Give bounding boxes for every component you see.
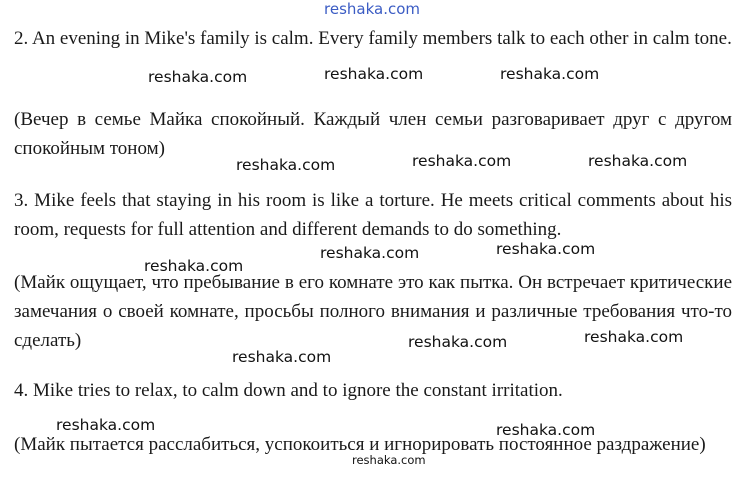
watermark: reshaka.com xyxy=(232,348,332,366)
watermark: reshaka.com xyxy=(496,421,596,439)
watermark: reshaka.com xyxy=(148,68,248,86)
watermark: reshaka.com xyxy=(144,257,244,275)
item-4-russian: (Майк пытается расслабиться, успокоиться и игнорировать постоянное раздражение) xyxy=(14,434,706,455)
watermark: reshaka.com xyxy=(352,453,426,467)
item-2-english: 2. An evening in Mike's family is calm. Every family members talk to each other in calm tone. xyxy=(14,28,732,49)
item-2-russian: (Вечер в семье Майка спокойный. Каждый член семьи разговаривает друг с другом спокойным тоном) xyxy=(14,109,732,159)
watermark: reshaka.com xyxy=(500,65,600,83)
watermark: reshaka.com xyxy=(320,244,420,262)
watermark: reshaka.com xyxy=(412,152,512,170)
watermark: reshaka.com xyxy=(588,152,688,170)
watermark: reshaka.com xyxy=(324,65,424,83)
header-watermark: reshaka.com xyxy=(324,0,420,18)
item-3-english: 3. Mike feels that staying in his room is like a torture. He meets critical comments about his room, requests for full attention and different demands to do something. xyxy=(14,190,732,240)
watermark: reshaka.com xyxy=(496,240,596,258)
watermark: reshaka.com xyxy=(56,416,156,434)
watermark: reshaka.com xyxy=(236,156,336,174)
watermark: reshaka.com xyxy=(408,333,508,351)
item-4-english: 4. Mike tries to relax, to calm down and to ignore the constant irritation. xyxy=(14,380,563,401)
watermark: reshaka.com xyxy=(584,328,684,346)
item-3-russian: (Майк ощущает, что пребывание в его комнате это как пытка. Он встречает критические замечания о своей комнате, просьбы полного внимания и различные требования что-то сделать) xyxy=(14,272,732,351)
